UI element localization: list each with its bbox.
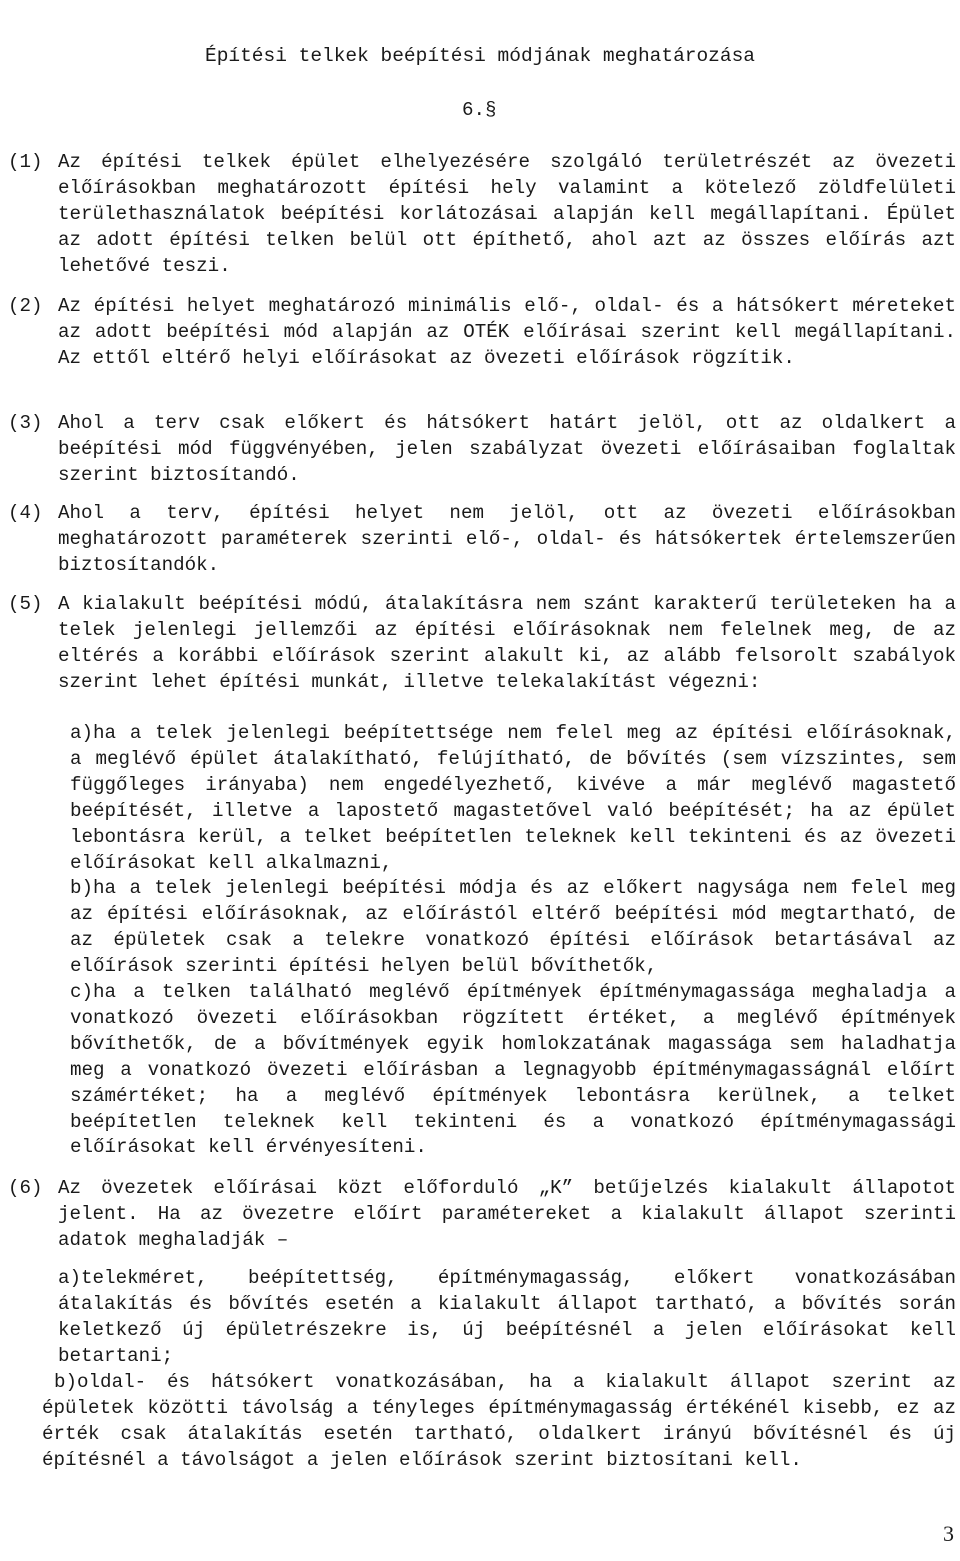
list-item-5b: b)ha a telek jelenlegi beépítési módja és az előkert nagysága nem felel meg az építési előírásoknak, az előírástól eltérő beépítési mód megtartható, de az épületek csak a telekre vonatkozó építési előírások betartásával az előírások szerinti építési helyen belül bővíthetők, <box>70 877 956 977</box>
paragraph-number: (4) <box>8 502 43 524</box>
paragraph-2 <box>8 294 956 372</box>
list-item-6b: b)oldal- és hátsókert vonatkozásában, ha a kialakult állapot szerint az épületek közötti távolság a tényleges építménymagasság értékénél kisebb, ez az érték csak átalakítás esetén tartható, oldalkert irányú bővítésnél és új építésnél a távolságot a jelen előírások szerint biztosítani kell. <box>42 1371 956 1471</box>
paragraph-3 <box>8 411 956 489</box>
paragraph-1 <box>8 150 956 280</box>
paragraph-number: (5) <box>8 593 43 615</box>
section-number: 6.§ <box>462 99 497 121</box>
paragraph-number: (2) <box>8 295 43 317</box>
list-item-6a: a)telekméret, beépítettség, építménymagasság, előkert vonatkozásában átalakítás és bővítés esetén a kialakult állapot tartható, a bővítés során keletkező új épületrészekre is, új beépítésnél a jelen előírásokat kell betartani; <box>58 1267 956 1367</box>
paragraph-text: Az építési helyet meghatározó minimális elő-, oldal- és a hátsókert méreteket az adott beépítési mód alapján az OTÉK előírásai szerint kell megállapítani. Az ettől eltérő helyi előírásokat az övezeti előírások rögzítik. <box>58 295 956 369</box>
paragraph-number: (1) <box>8 151 43 173</box>
document-title: Építési telkek beépítési módjának meghatározása <box>205 45 755 67</box>
paragraph-text: Az építési telkek épület elhelyezésére szolgáló területrészét az övezeti előírásokban meghatározott építési hely valamint a kötelező zöldfelületi területhasználatok beépítési korlátozásai alapján kell megállapítani. Épület az adott építési telken belül ott építhető, ahol azt az összes előírás azt lehetővé teszi. <box>58 151 956 277</box>
list-item-5a: a)ha a telek jelenlegi beépítettsége nem felel meg az építési előírásoknak, a meglévő épület átalakítható, felújítható, de bővítés (sem vízszintes, sem függőleges irányaba) nem engedélyezhető, kivéve a már meglévő magastető beépítését, illetve a lapostető magastetővel való beépítését; ha az épület lebontásra kerül, a telket beépítetlen teleknek kell tekinteni és az övezeti előírásokat kell alkalmazni, <box>70 722 956 874</box>
paragraph-4 <box>8 501 956 579</box>
paragraph-number: (6) <box>8 1177 43 1199</box>
paragraph-6 <box>8 1176 956 1254</box>
page-number: 3 <box>943 1521 954 1546</box>
paragraph-5 <box>8 592 956 696</box>
paragraph-text: A kialakult beépítési módú, átalakításra nem szánt karakterű területeken ha a telek jelenlegi jellemzői az építési előírásoknak nem felelnek meg, de az eltérés a korábbi előírások szerint alakult ki, az alább felsorolt szabályok szerint lehet építési munkát, illetve telekalakítást végezni: <box>58 593 956 693</box>
paragraph-number: (3) <box>8 412 43 434</box>
list-item-5c: c)ha a telken található meglévő építmények építménymagassága meghaladja a vonatkozó övezeti előírásokban rögzített értéket, a meglévő építmények bővíthetők, de a bővítmények egyik homlokzatának magassága sem haladhatja meg a vonatkozó övezeti előírásban a legnagyobb építménymagasságnál előírt számértéket; ha a meglévő építmények lebontásra kerülnek, a telket beépítetlen teleknek kell tekinteni és a vonatkozó építménymagassági előírásokat kell érvényesíteni. <box>70 981 956 1159</box>
paragraph-text: Ahol a terv, építési helyet nem jelöl, ott az övezeti előírásokban meghatározott paraméterek szerinti elő-, oldal- és hátsókertek értelemszerűen biztosítandók. <box>58 502 956 576</box>
paragraph-text: Az övezetek előírásai közt előforduló „K” betűjelzés kialakult állapotot jelent. Ha az övezetre előírt paramétereket a kialakult állapot szerinti adatok meghaladják – <box>58 1177 956 1251</box>
paragraph-text: Ahol a terv csak előkert és hátsókert határt jelöl, ott az oldalkert a beépítési mód függvényében, jelen szabályzat övezeti előírásaiban foglaltak szerint biztosítandó. <box>58 412 956 486</box>
